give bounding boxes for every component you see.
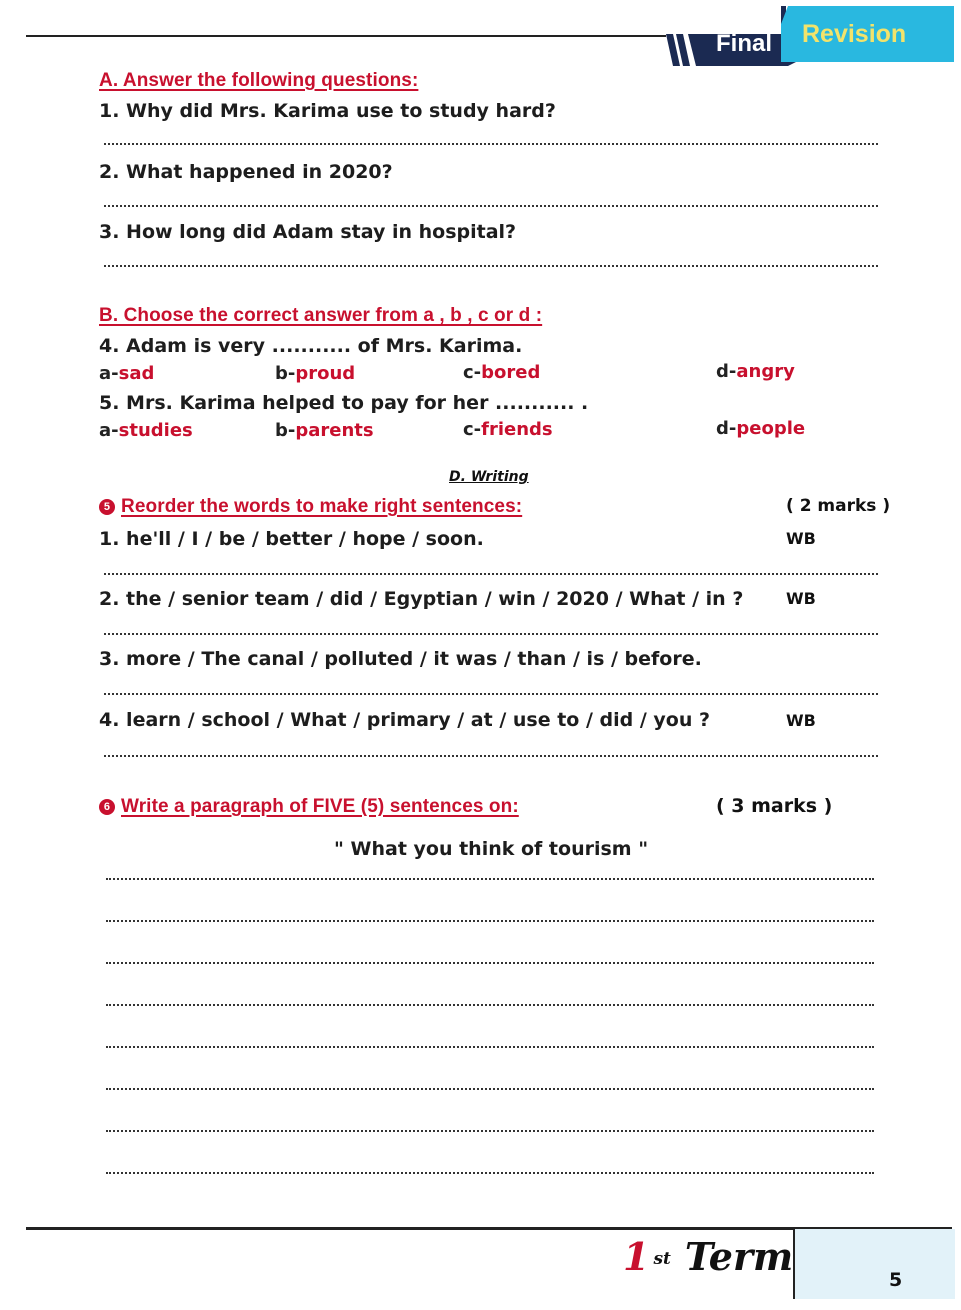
writing-line[interactable]: [106, 920, 874, 922]
reorder-item-1: 1. he'll / I / be / better / hope / soon.: [99, 528, 484, 550]
question-1: 1. Why did Mrs. Karima use to study hard?: [99, 100, 556, 122]
reorder-item-3: 3. more / The canal / polluted / it was / than / is / before.: [99, 648, 702, 670]
reorder-item-2: 2. the / senior team / did / Egyptian / win / 2020 / What / in ?: [99, 588, 744, 610]
page-number-box: [793, 1229, 955, 1299]
wb-tag: WB: [786, 711, 816, 730]
wb-tag: WB: [786, 589, 816, 608]
option-4b[interactable]: b-proud: [275, 363, 356, 384]
answer-line[interactable]: [104, 693, 878, 695]
section-b-heading: B. Choose the correct answer from a , b , c or d :: [99, 305, 543, 326]
writing-line[interactable]: [106, 1004, 874, 1006]
reorder-item-4: 4. learn / school / What / primary / at / use to / did / you ?: [99, 709, 711, 731]
writing-line[interactable]: [106, 1088, 874, 1090]
reorder-marks: ( 2 marks ): [786, 496, 891, 516]
option-5b[interactable]: b-parents: [275, 420, 374, 441]
writing-line[interactable]: [106, 878, 874, 880]
number-badge: 5: [99, 499, 115, 515]
option-5a[interactable]: a-studies: [99, 420, 193, 441]
page-number: 5: [889, 1269, 903, 1291]
paragraph-heading: 6 Write a paragraph of FIVE (5) sentences on:: [99, 796, 519, 818]
badge-revision-label: Revision: [802, 20, 907, 48]
question-4: 4. Adam is very ........... of Mrs. Karima.: [99, 335, 523, 357]
answer-line[interactable]: [104, 573, 878, 575]
paragraph-marks: ( 3 marks ): [716, 795, 833, 817]
number-badge: 6: [99, 799, 115, 815]
option-5d[interactable]: d-people: [716, 418, 806, 439]
writing-line[interactable]: [106, 1172, 874, 1174]
option-4c[interactable]: c-bored: [463, 362, 541, 383]
header-rule: [26, 35, 666, 37]
answer-line[interactable]: [104, 265, 878, 267]
option-5c[interactable]: c-friends: [463, 419, 553, 440]
answer-line[interactable]: [104, 143, 878, 145]
option-4a[interactable]: a-sad: [99, 363, 155, 384]
answer-line[interactable]: [104, 205, 878, 207]
writing-line[interactable]: [106, 1046, 874, 1048]
question-2: 2. What happened in 2020?: [99, 161, 393, 183]
question-3: 3. How long did Adam stay in hospital?: [99, 221, 517, 243]
question-5: 5. Mrs. Karima helped to pay for her ........... .: [99, 392, 589, 414]
answer-line[interactable]: [104, 633, 878, 635]
term-label: 1 $^{st}$ Term: [623, 1234, 794, 1279]
writing-line[interactable]: [106, 1130, 874, 1132]
badge-final-label: Final: [716, 30, 773, 57]
section-d-title: D. Writing: [449, 469, 529, 485]
section-a-heading: A. Answer the following questions:: [99, 70, 419, 91]
answer-line[interactable]: [104, 755, 878, 757]
writing-line[interactable]: [106, 962, 874, 964]
option-4d[interactable]: d-angry: [716, 361, 795, 382]
paragraph-topic: " What you think of tourism ": [334, 838, 649, 860]
wb-tag: WB: [786, 529, 816, 548]
reorder-heading: 5 Reorder the words to make right sentences:: [99, 496, 522, 518]
